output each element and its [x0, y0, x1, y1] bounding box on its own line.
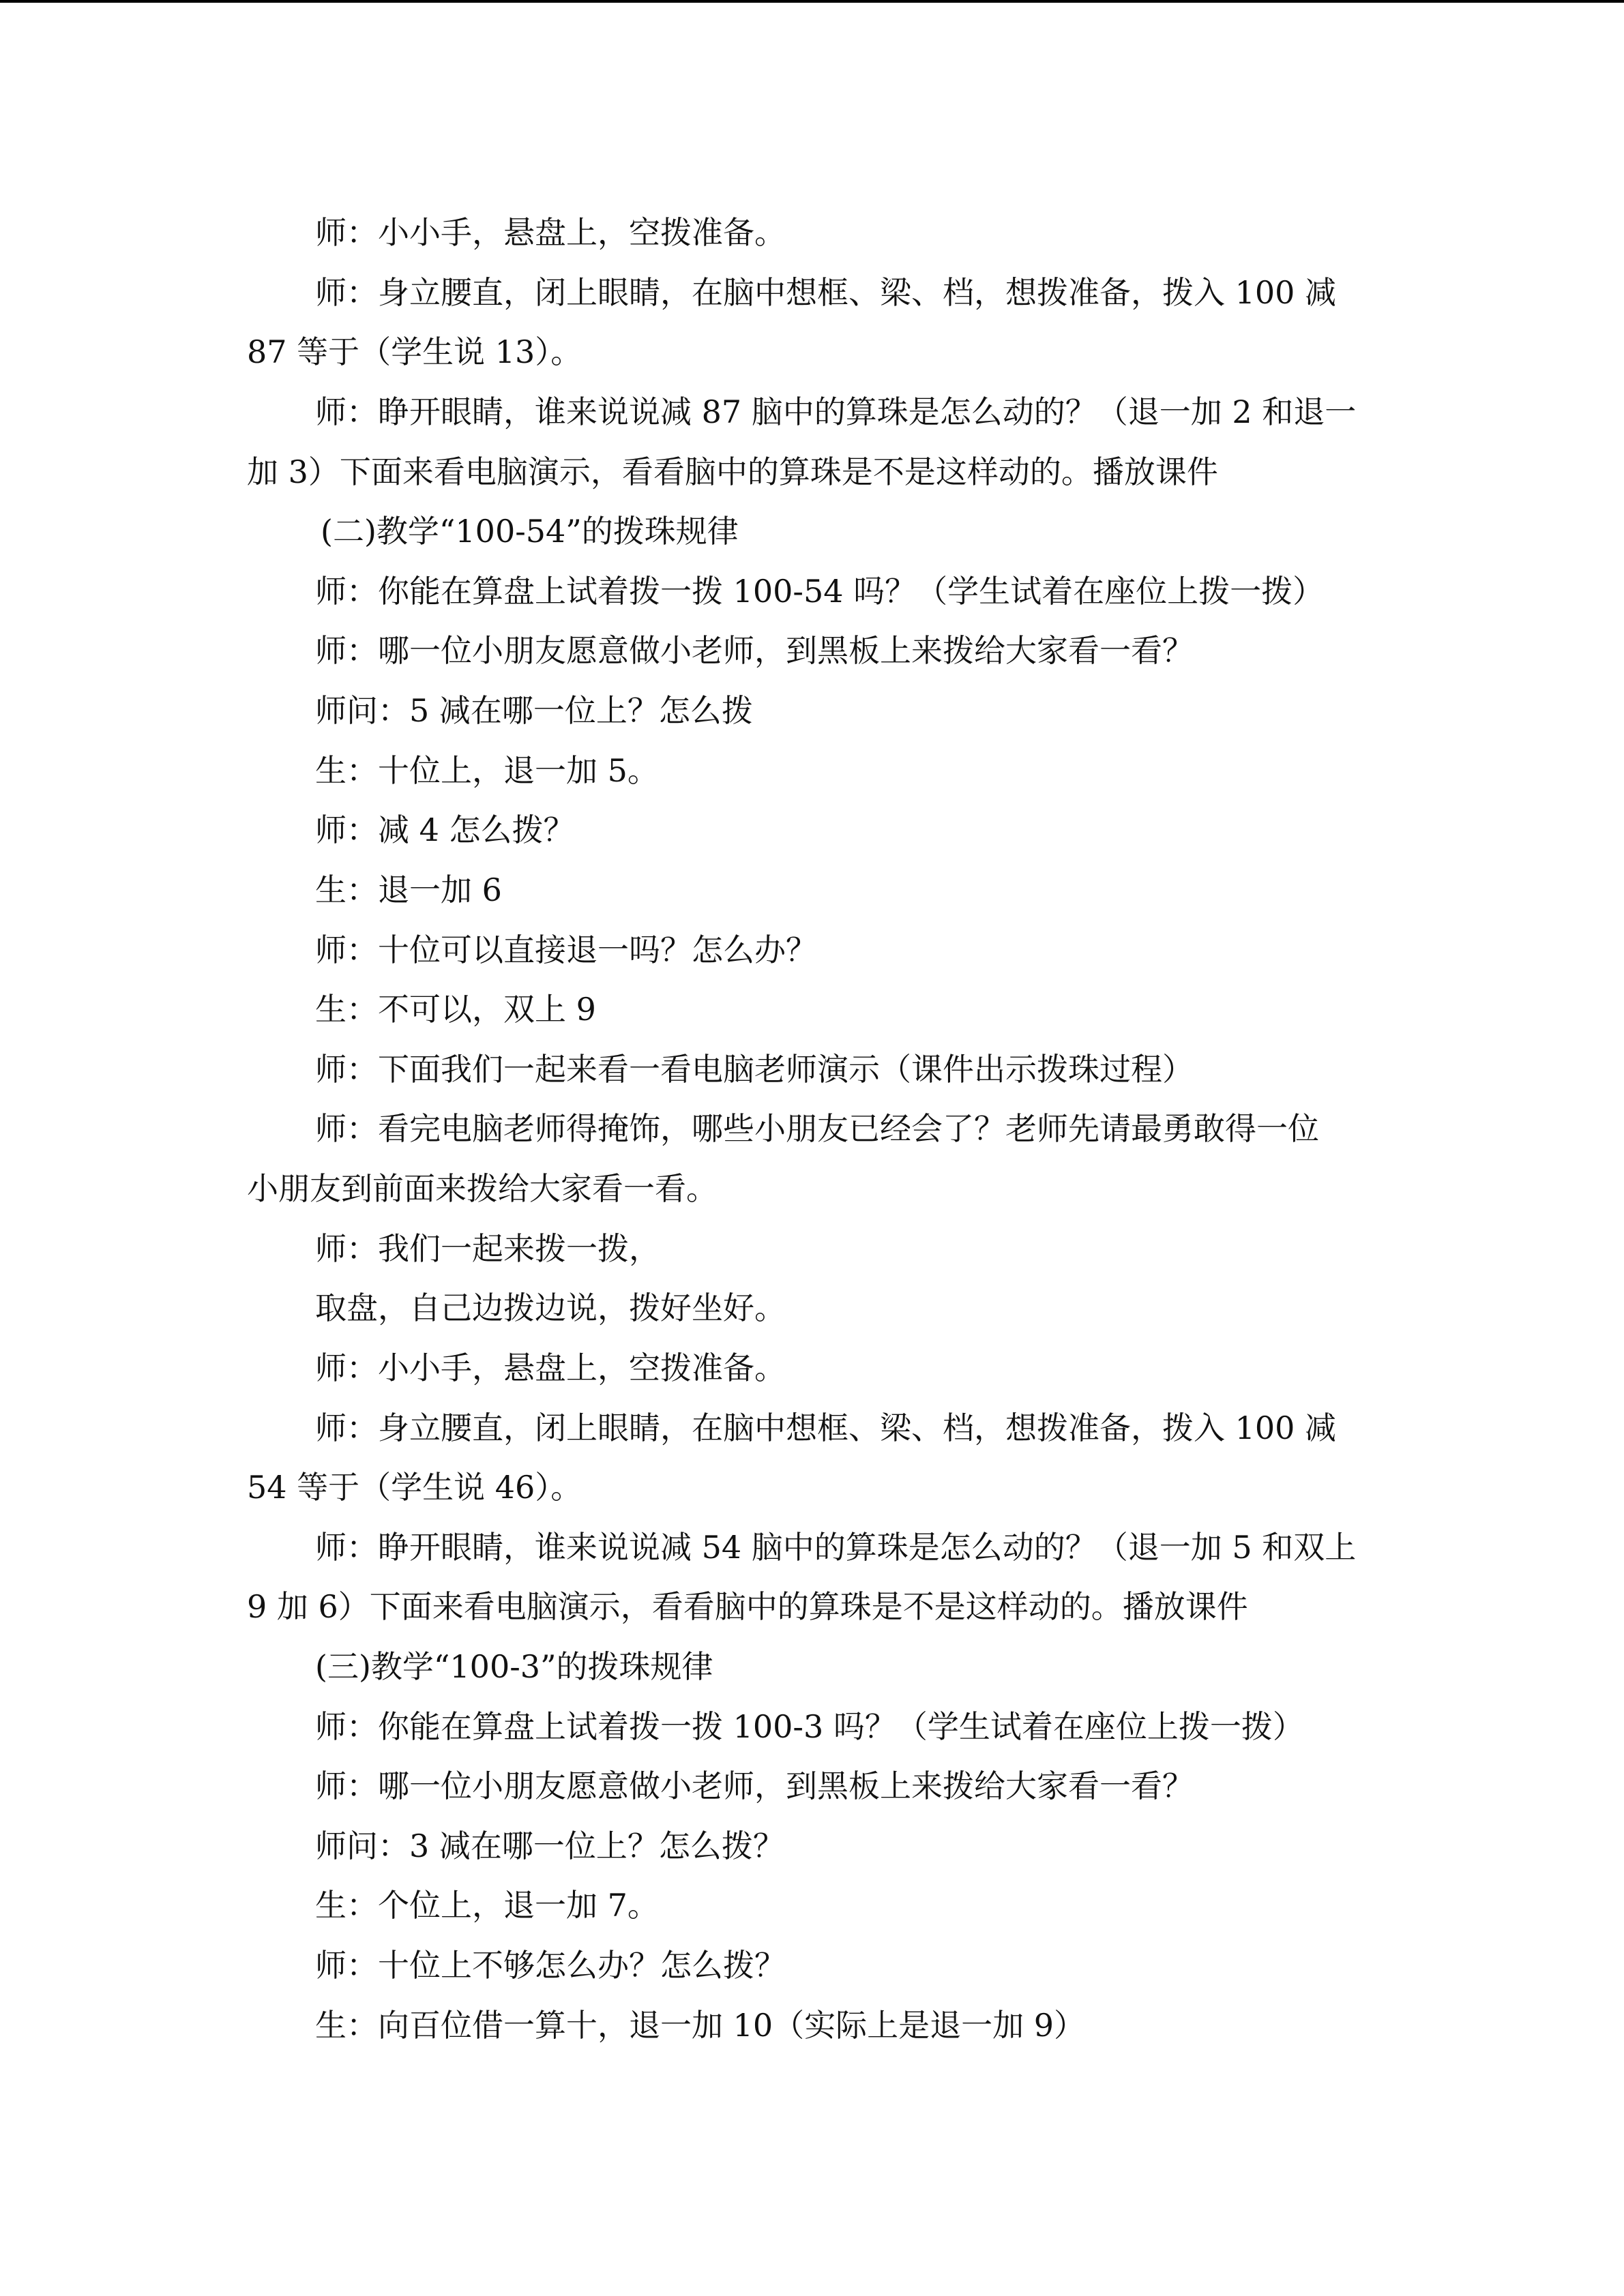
text-line: 师：小小手，悬盘上，空拨准备。	[315, 1350, 786, 1386]
text-line: 生：向百位借一算十，退一加 10（实际上是退一加 9）	[315, 2007, 1086, 2044]
text-line: 师：减 4 怎么拨？	[315, 811, 575, 848]
text-line: 取盘，自己边拨边说，拨好坐好。	[315, 1289, 786, 1326]
text-line: 师：我们一起来拨一拨，	[315, 1230, 660, 1267]
text-line: 师：下面我们一起来看一看电脑老师演示（课件出示拨珠过程）	[315, 1051, 1194, 1088]
text-line: 师问：5 减在哪一位上？怎么拨	[315, 692, 753, 729]
text-line: 师：身立腰直，闭上眼睛，在脑中想框、梁、档，想拨准备，拨入 100 减	[315, 274, 1337, 311]
text-line: 生：十位上，退一加 5。	[315, 752, 659, 789]
text-line: 师：十位可以直接退一吗？怎么办？	[315, 931, 817, 968]
text-line: 生：个位上，退一加 7。	[315, 1887, 659, 1924]
text-line: 师：哪一位小朋友愿意做小老师，到黑板上来拨给大家看一看？	[315, 632, 1194, 669]
text-line: 54 等于（学生说 46）。	[247, 1469, 582, 1506]
text-line: 生：不可以，双上 9	[315, 991, 596, 1028]
text-line: 生：退一加 6	[315, 871, 502, 908]
section-heading: (二)教学“100-54”的拨珠规律	[321, 513, 739, 550]
text-line: 师：哪一位小朋友愿意做小老师，到黑板上来拨给大家看一看？	[315, 1768, 1194, 1804]
section-heading: (三)教学“100-3”的拨珠规律	[315, 1648, 713, 1685]
text-line: 师：看完电脑老师得掩饰，哪些小朋友已经会了？老师先请最勇敢得一位	[315, 1110, 1319, 1147]
text-line: 小朋友到前面来拨给大家看一看。	[247, 1170, 718, 1207]
text-line: 师：睁开眼睛，谁来说说减 87 脑中的算珠是怎么动的？（退一加 2 和退一	[315, 393, 1357, 430]
text-line: 师：十位上不够怎么办？怎么拨？	[315, 1947, 786, 1984]
text-line: 师：睁开眼睛，谁来说说减 54 脑中的算珠是怎么动的？（退一加 5 和双上	[315, 1529, 1357, 1566]
text-line: 87 等于（学生说 13）。	[247, 333, 582, 370]
text-line: 9 加 6）下面来看电脑演示，看看脑中的算珠是不是这样动的。播放课件	[247, 1588, 1248, 1625]
text-line: 加 3）下面来看电脑演示，看看脑中的算珠是不是这样动的。播放课件	[247, 453, 1218, 490]
text-line: 师：身立腰直，闭上眼睛，在脑中想框、梁、档，想拨准备，拨入 100 减	[315, 1410, 1337, 1446]
text-line: 师：小小手，悬盘上，空拨准备。	[315, 214, 786, 251]
text-line: 师：你能在算盘上试着拨一拨 100-54 吗？（学生试着在座位上拨一拨）	[315, 573, 1325, 610]
text-line: 师：你能在算盘上试着拨一拨 100-3 吗？（学生试着在座位上拨一拨）	[315, 1708, 1304, 1745]
text-line: 师问：3 减在哪一位上？怎么拨？	[315, 1828, 784, 1864]
